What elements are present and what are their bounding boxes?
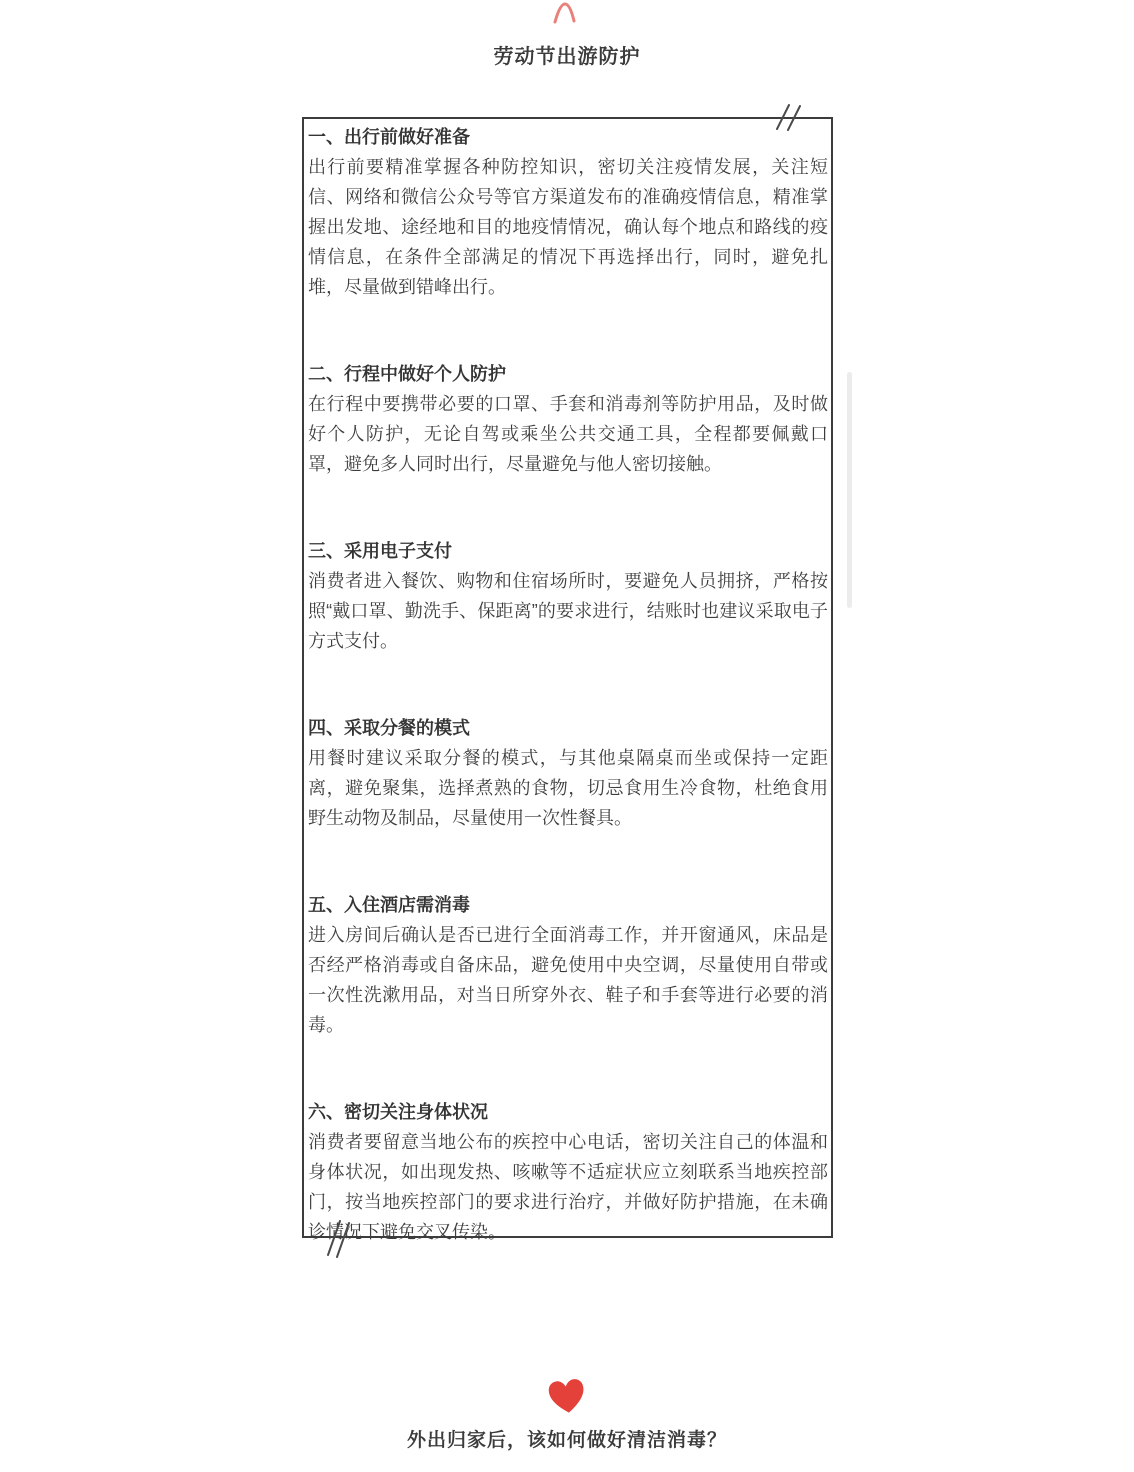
footer-heading: 外出归家后，该如何做好清洁消毒？ [406, 1430, 727, 1451]
section-item [308, 122, 828, 302]
article-box [302, 117, 833, 1242]
section-body: 消费者进入餐饮、购物和住宿场所时，要避免人员拥挤，严格按照“戴口罩、勤洗手、保距离”的要求进行，结账时也建议采取电子方式支付。 [308, 571, 828, 651]
section-heading: 二、行程中做好个人防护 [308, 364, 506, 384]
double-slash-icon [774, 102, 806, 132]
red-arc-icon [549, 2, 581, 24]
page-title: 劳动节出游防护 [493, 46, 641, 68]
footer-block [0, 1378, 1134, 1452]
section-heading: 五、入住酒店需消毒 [308, 895, 470, 915]
section-body: 出行前要精准掌握各种防控知识，密切关注疫情发展，关注短信、网络和微信公众号等官方渠道发布的准确疫情信息，精准掌握出发地、途经地和目的地疫情情况，确认每个地点和路线的疫情信息，在条件全部满足的情况下再选择出行，同时，避免扎堆，尽量做到错峰出行。 [308, 157, 828, 297]
heart-icon [545, 1376, 589, 1419]
section-body: 进入房间后确认是否已进行全面消毒工作，并开窗通风，床品是否经严格消毒或自备床品，避免使用中央空调，尽量使用自带或一次性洗漱用品，对当日所穿外衣、鞋子和手套等进行必要的消毒。 [308, 925, 828, 1035]
section-item [308, 359, 828, 479]
section-heading: 四、采取分餐的模式 [308, 718, 470, 738]
section-heading: 一、出行前做好准备 [308, 127, 470, 147]
section-item [308, 536, 828, 656]
scrollbar-thumb[interactable] [847, 372, 852, 608]
section-body: 在行程中要携带必要的口罩、手套和消毒剂等防护用品，及时做好个人防护，无论自驾或乘坐公共交通工具，全程都要佩戴口罩，避免多人同时出行，尽量避免与他人密切接触。 [308, 394, 828, 474]
double-slash-icon [325, 1217, 353, 1259]
section-body: 消费者要留意当地公布的疾控中心电话，密切关注自己的体温和身体状况，如出现发热、咳嗽等不适症状应立刻联系当地疾控部门，按当地疾控部门的要求进行治疗，并做好防护措施，在未确诊情况下避免交叉传染。 [308, 1132, 828, 1242]
section-heading: 六、密切关注身体状况 [308, 1102, 488, 1122]
section-item [308, 713, 828, 833]
section-item [308, 890, 828, 1040]
section-heading: 三、采用电子支付 [308, 541, 452, 561]
section-body: 用餐时建议采取分餐的模式，与其他桌隔桌而坐或保持一定距离，避免聚集，选择煮熟的食物，切忌食用生冷食物，杜绝食用野生动物及制品，尽量使用一次性餐具。 [308, 748, 828, 828]
section-item [308, 1097, 828, 1247]
